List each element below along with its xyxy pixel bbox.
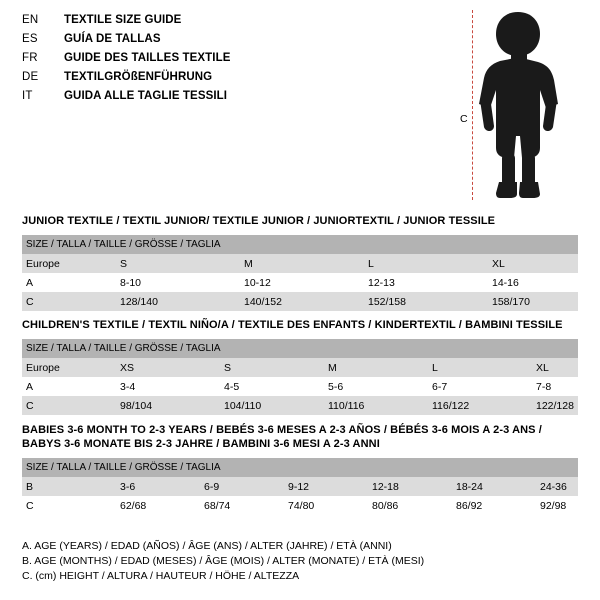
language-title: GUIDA ALLE TAGLIE TESSILI: [64, 90, 228, 102]
table-row: [22, 477, 578, 496]
row-label: C: [22, 396, 116, 415]
row-cell: 7-8: [532, 377, 578, 396]
row-cell: 62/68: [116, 496, 200, 515]
row-cell: 110/116: [324, 396, 428, 415]
junior-size-table: [22, 235, 578, 311]
row-label: C: [22, 496, 116, 515]
language-code: EN: [22, 14, 39, 26]
row-cell: 86/92: [452, 496, 536, 515]
row-cell: 18-24: [452, 477, 536, 496]
table-header-label: SIZE / TALLA / TAILLE / GRÖSSE / TAGLIA: [22, 235, 578, 254]
row-label: C: [22, 292, 116, 311]
row-cell: 98/104: [116, 396, 220, 415]
row-cell: 80/86: [368, 496, 452, 515]
row-cell: 6-7: [428, 377, 532, 396]
row-cell: 24-36: [536, 477, 578, 496]
row-cell: 10-12: [240, 273, 364, 292]
measure-label-c: C: [460, 113, 468, 125]
row-cell: 6-9: [200, 477, 284, 496]
height-measure-line: [472, 10, 473, 200]
table-row: [22, 254, 578, 273]
row-label: A: [22, 273, 116, 292]
row-label: A: [22, 377, 116, 396]
table-header-row: [22, 235, 578, 254]
row-label: Europe: [22, 254, 116, 273]
row-cell: 4-5: [220, 377, 324, 396]
row-cell: 128/140: [116, 292, 240, 311]
table-header-row: [22, 458, 578, 477]
row-label: Europe: [22, 358, 116, 377]
language-row: [22, 52, 442, 71]
row-cell: L: [428, 358, 532, 377]
section-title-children: CHILDREN'S TEXTILE / TEXTIL NIÑO/A / TEXTILE DES ENFANTS / KINDERTEXTIL / BAMBINI TESSILE: [22, 319, 563, 331]
language-title: TEXTILGRÖßENFÜHRUNG: [64, 71, 213, 83]
language-list: [22, 14, 442, 109]
row-label: B: [22, 477, 116, 496]
legend-line-a: A. AGE (YEARS) / EDAD (AÑOS) / ÂGE (ANS) / ALTER (JAHRE) / ETÀ (ANNI): [22, 540, 392, 552]
language-code: DE: [22, 71, 39, 83]
language-row: [22, 14, 442, 33]
row-cell: S: [116, 254, 240, 273]
row-cell: 3-4: [116, 377, 220, 396]
table-row: [22, 396, 578, 415]
row-cell: XL: [532, 358, 578, 377]
table-row: [22, 273, 578, 292]
row-cell: M: [240, 254, 364, 273]
legend: [22, 539, 424, 584]
language-row: [22, 90, 442, 109]
children-size-table: [22, 339, 578, 415]
row-cell: 122/128: [532, 396, 578, 415]
table-row: [22, 496, 578, 515]
language-code: IT: [22, 90, 33, 102]
row-cell: 104/110: [220, 396, 324, 415]
row-cell: S: [220, 358, 324, 377]
legend-line-c: C. (cm) HEIGHT / ALTURA / HAUTEUR / HÖHE / ALTEZZA: [22, 570, 300, 582]
row-cell: M: [324, 358, 428, 377]
table-header-label: SIZE / TALLA / TAILLE / GRÖSSE / TAGLIA: [22, 458, 578, 477]
row-cell: XL: [488, 254, 578, 273]
row-cell: 12-13: [364, 273, 488, 292]
row-cell: 116/122: [428, 396, 532, 415]
language-title: GUÍA DE TALLAS: [64, 33, 161, 45]
language-code: ES: [22, 33, 38, 45]
row-cell: 9-12: [284, 477, 368, 496]
language-title: GUIDE DES TAILLES TEXTILE: [64, 52, 231, 64]
row-cell: L: [364, 254, 488, 273]
row-cell: 140/152: [240, 292, 364, 311]
row-cell: 3-6: [116, 477, 200, 496]
row-cell: 12-18: [368, 477, 452, 496]
table-header-label: SIZE / TALLA / TAILLE / GRÖSSE / TAGLIA: [22, 339, 578, 358]
row-cell: 152/158: [364, 292, 488, 311]
language-title: TEXTILE SIZE GUIDE: [64, 14, 182, 26]
table-row: [22, 377, 578, 396]
babies-size-table: [22, 458, 578, 515]
table-header-row: [22, 339, 578, 358]
section-title-babies: [22, 423, 542, 451]
section-title-babies-line1: BABIES 3-6 MONTH TO 2-3 YEARS / BEBÉS 3-6 MESES A 2-3 AÑOS / BÉBÉS 3-6 MOIS A 2-3 ANS /: [22, 424, 542, 436]
section-title-babies-line2: BABYS 3-6 MONATE BIS 2-3 JAHRE / BAMBINI 3-6 MESI A 2-3 ANNI: [22, 438, 380, 450]
row-cell: 8-10: [116, 273, 240, 292]
language-code: FR: [22, 52, 38, 64]
table-row: [22, 358, 578, 377]
toddler-silhouette-icon: [478, 8, 588, 200]
row-cell: 92/98: [536, 496, 578, 515]
section-title-junior: JUNIOR TEXTILE / TEXTIL JUNIOR/ TEXTILE JUNIOR / JUNIORTEXTIL / JUNIOR TESSILE: [22, 215, 496, 227]
row-cell: 68/74: [200, 496, 284, 515]
language-row: [22, 33, 442, 52]
language-row: [22, 71, 442, 90]
row-cell: 5-6: [324, 377, 428, 396]
table-row: [22, 292, 578, 311]
row-cell: XS: [116, 358, 220, 377]
row-cell: 158/170: [488, 292, 578, 311]
row-cell: 14-16: [488, 273, 578, 292]
illustration: [452, 8, 592, 203]
row-cell: 74/80: [284, 496, 368, 515]
legend-line-b: B. AGE (MONTHS) / EDAD (MESES) / ÂGE (MOIS) / ALTER (MONATE) / ETÀ (MESI): [22, 555, 425, 567]
